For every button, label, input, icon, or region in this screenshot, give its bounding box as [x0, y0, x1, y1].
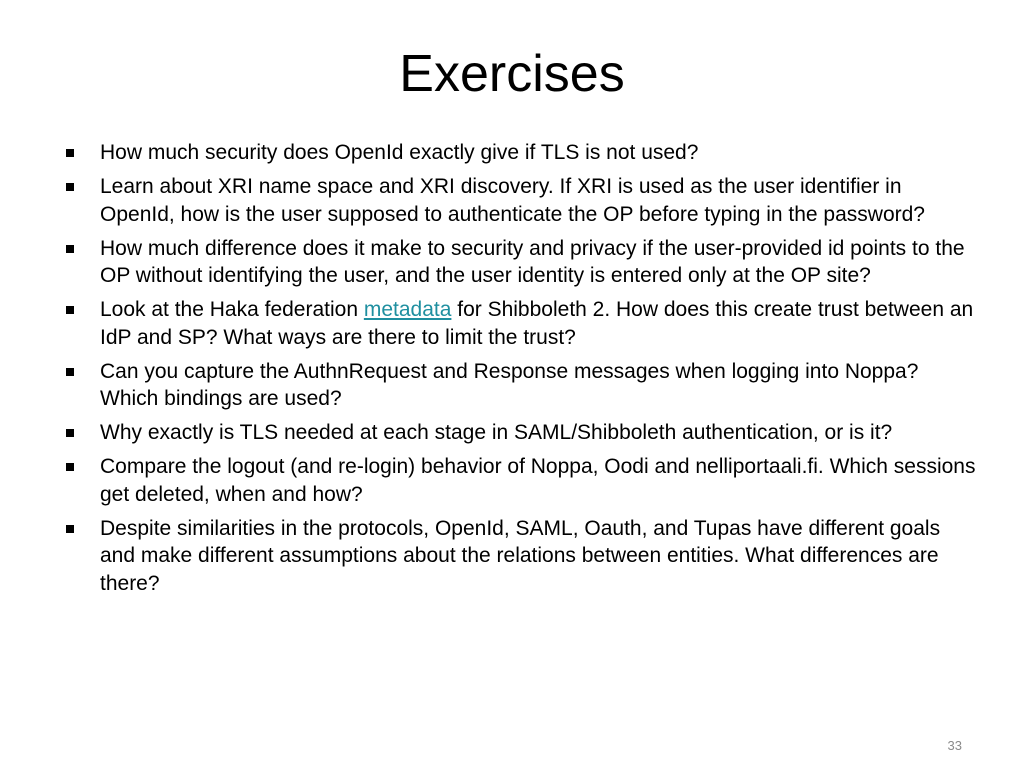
- square-bullet-icon: [66, 368, 74, 376]
- square-bullet-icon: [66, 429, 74, 437]
- slide-title: Exercises: [399, 45, 625, 103]
- square-bullet-icon: [66, 245, 74, 253]
- list-item: [62, 235, 977, 290]
- bullet-text: Can you capture the AuthnRequest and Response messages when logging into Noppa? Which bindings are used?: [100, 359, 919, 410]
- bullet-text: Compare the logout (and re-login) behavior of Noppa, Oodi and nelliportaali.fi. Which sessions get deleted, when and how?: [100, 455, 976, 506]
- square-bullet-icon: [66, 149, 74, 157]
- exercise-list: [62, 139, 977, 604]
- bullet-text: How much security does OpenId exactly give if TLS is not used?: [100, 141, 699, 164]
- metadata-link[interactable]: metadata: [363, 298, 452, 321]
- list-item: [62, 139, 977, 167]
- list-item: [62, 296, 977, 351]
- list-item: [62, 515, 977, 598]
- list-item: [62, 453, 977, 508]
- square-bullet-icon: [66, 306, 74, 314]
- bullet-text: How much difference does it make to security and privacy if the user-provided id points to the OP without identifying the user, and the user identity is entered only at the OP site?: [100, 236, 965, 287]
- bullet-text: Why exactly is TLS needed at each stage in SAML/Shibboleth authentication, or is it?: [100, 421, 893, 444]
- page-number: 33: [947, 738, 962, 753]
- bullet-text-before-link: Look at the Haka federation: [100, 298, 364, 321]
- list-item: [62, 358, 977, 413]
- bullet-text-after-link: for Shibboleth 2. How does this create trust between an IdP and SP? What ways are there to limit the trust?: [100, 298, 974, 349]
- bullet-text: Despite similarities in the protocols, OpenId, SAML, Oauth, and Tupas have different goals and make different assumptions about the relations between entities. What differences are there?: [100, 516, 941, 595]
- list-item: [62, 173, 977, 228]
- square-bullet-icon: [66, 463, 74, 471]
- square-bullet-icon: [66, 183, 74, 191]
- bullet-text: Learn about XRI name space and XRI discovery. If XRI is used as the user identifier in OpenId, how is the user supposed to authenticate the OP before typing in the password?: [100, 175, 925, 226]
- list-item: [62, 419, 977, 447]
- square-bullet-icon: [66, 525, 74, 533]
